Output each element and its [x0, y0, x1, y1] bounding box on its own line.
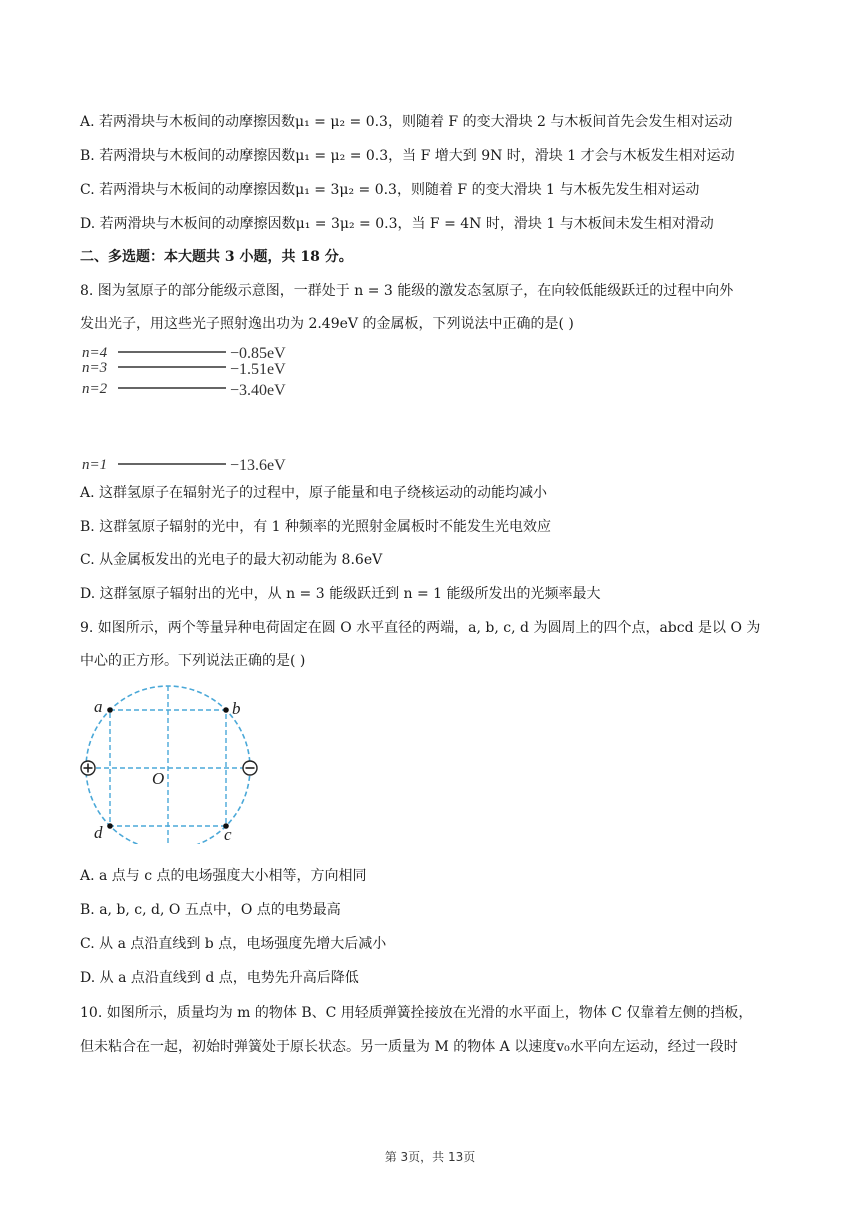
q7-option-d: D. 若两滑块与木板间的动摩擦因数μ₁ = 3μ₂ = 0.3，当 F = 4N 时，滑块 1 与木板间未发生相对滑动: [80, 216, 714, 232]
q8-option-c: C. 从金属板发出的光电子的最大初动能为 8.6eV: [80, 552, 383, 568]
level-n2-energy: −3.40eV: [230, 382, 286, 399]
section-heading-multiple-choice: 二、多选题：本大题共 3 小题，共 18 分。: [80, 249, 353, 265]
charges-circle-diagram: [78, 684, 268, 844]
q7-option-c: C. 若两滑块与木板间的动摩擦因数μ₁ = 3μ₂ = 0.3，则随着 F 的变大滑块 1 与木板先发生相对运动: [80, 182, 700, 198]
level-n3-energy: −1.51eV: [230, 361, 286, 378]
q10-stem-line2: 但未粘合在一起，初始时弹簧处于原长状态。另一质量为 M 的物体 A 以速度v₀水平向左运动，经过一段时: [80, 1039, 738, 1055]
q10-stem-line1: 10. 如图所示，质量均为 m 的物体 B、C 用轻质弹簧拴接放在光滑的水平面上，物体 C 仅靠着左侧的挡板，: [80, 1005, 753, 1021]
point-a: [107, 707, 113, 713]
label-center-o: O: [152, 769, 165, 788]
q9-stem-line2: 中心的正方形。下列说法正确的是( ): [80, 653, 306, 669]
negative-charge-icon: [243, 761, 257, 775]
q8-option-a: A. 这群氢原子在辐射光子的过程中，原子能量和电子绕核运动的动能均减小: [80, 485, 548, 501]
q9-option-a: A. a 点与 c 点的电场强度大小相等，方向相同: [80, 868, 367, 884]
level-n4: [82, 345, 286, 362]
level-n3-label: n=3: [82, 360, 108, 376]
label-a: a: [94, 697, 103, 716]
q9-option-d: D. 从 a 点沿直线到 d 点，电势先升高后降低: [80, 970, 359, 986]
q7-option-b: B. 若两滑块与木板间的动摩擦因数μ₁ = μ₂ = 0.3，当 F 增大到 9N 时，滑块 1 才会与木板发生相对运动: [80, 148, 735, 164]
label-b: b: [232, 699, 241, 718]
point-d: [107, 823, 113, 829]
q7-option-a: A. 若两滑块与木板间的动摩擦因数μ₁ = μ₂ = 0.3，则随着 F 的变大滑块 2 与木板间首先会发生相对运动: [80, 114, 733, 130]
level-n1-label: n=1: [82, 457, 108, 473]
level-n4-energy: −0.85eV: [230, 345, 286, 362]
label-d: d: [94, 823, 103, 842]
q8-option-d: D. 这群氢原子辐射出的光中，从 n = 3 能级跃迁到 n = 1 能级所发出的光频率最大: [80, 586, 601, 602]
level-n2: [82, 381, 286, 399]
level-n1: [82, 457, 286, 474]
positive-charge-icon: [81, 761, 95, 775]
q8-stem-line2: 发出光子，用这些光子照射逸出功为 2.49eV 的金属板，下列说法中正确的是( ): [80, 316, 574, 332]
level-n2-label: n=2: [82, 381, 108, 397]
q9-option-c: C. 从 a 点沿直线到 b 点，电场强度先增大后减小: [80, 936, 387, 952]
level-n1-energy: −13.6eV: [230, 457, 286, 474]
q8-option-b: B. 这群氢原子辐射的光中，有 1 种频率的光照射金属板时不能发生光电效应: [80, 519, 551, 535]
level-n3: [82, 360, 286, 378]
q9-option-b: B. a, b, c, d, O 五点中，O 点的电势最高: [80, 902, 341, 918]
level-n4-label: n=4: [82, 345, 108, 361]
q9-stem-line1: 9. 如图所示，两个等量异种电荷固定在圆 O 水平直径的两端，a, b, c, d 为圆周上的四个点，abcd 是以 O 为: [80, 620, 761, 636]
label-c: c: [224, 825, 232, 844]
page-footer: 第 3页，共 13页: [384, 1150, 476, 1164]
q8-stem-line1: 8. 图为氢原子的部分能级示意图，一群处于 n = 3 能级的激发态氢原子，在向较低能级跃迁的过程中向外: [80, 283, 734, 299]
point-b: [223, 707, 229, 713]
energy-level-diagram: [78, 340, 318, 480]
